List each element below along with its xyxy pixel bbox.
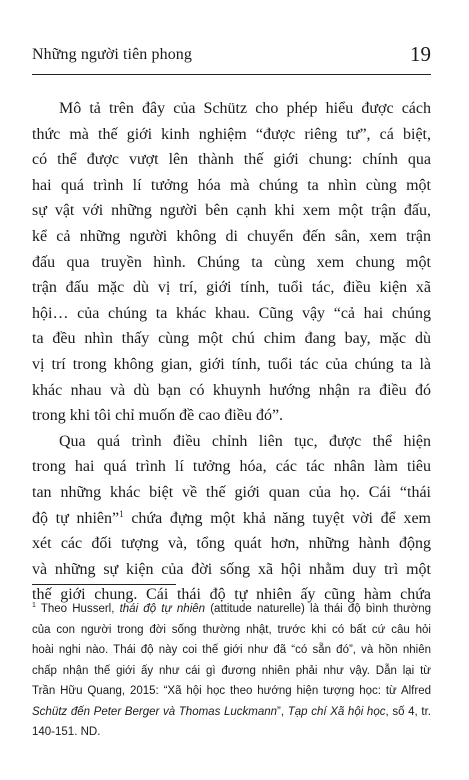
text-line: hội… của chúng ta khác khau. Cũng vậy “cả hai chúng [32,304,431,322]
italic-term: thái độ tự nhiên [119,603,206,615]
footnote-line: 140-151. ND. [32,726,101,738]
page-number: 19 [410,42,431,66]
footnote-line: Trần Hữu Quang, 2015: “Xã hội học theo hướng hiện tượng học: từ Alfred [32,685,431,697]
text-line: sự vật với những người bên cạnh khi xem một trận đấu, [32,202,431,220]
text-line: xét các đối tượng và, tổng quát hơn, những hành động [32,535,431,553]
main-text [32,96,431,608]
text-line: hai quá trình lí tưởng hóa mà chúng ta nhìn cùng một [32,176,431,194]
text-line: đấu qua truyền hình. Chúng ta cùng xem chung một [32,253,431,271]
text-fragment: (attitude naturelle) là thái độ bình thường [205,603,432,615]
text-line: và những sự kiện của đời sống xã hội nhằm duy trì một [32,560,431,578]
footnote-separator [32,584,176,585]
text-line: tan những khác biệt về thế giới quan của họ. Cái “thái [32,483,431,501]
text-fragment: chứa đựng một khả năng tuyệt vời để xem [123,509,432,527]
text-line: ta đều nhìn thấy cùng một chú chim đang bay, mặc dù [32,330,431,348]
chapter-title: Những người tiên phong [32,46,192,63]
text-line: vị trí trong không gian, giới tính, tuổi tác của chúng ta là [32,355,431,373]
text-line-with-footnote-ref [32,506,431,532]
text-line: thế giới chung. Cái thái độ tự nhiên ấy cũng hàm chứa [32,586,431,604]
text-fragment: Theo Husserl, [35,603,120,615]
text-line: khác nhau và dù bạn có khuynh hướng nhận ra điều đó [32,381,431,399]
text-line: có thể được vượt lên thành thế giới chung: chính qua [32,151,431,169]
footnote [32,599,431,743]
text-line: trong hai quá trình lí tưởng hóa, các tác nhân làm tiêu [32,458,431,476]
footnote-line [32,702,431,723]
text-fragment: , số 4, tr. [385,705,431,718]
italic-citation: Schütz đến Peter Berger và Thomas Luckmann [32,705,278,718]
text-line: thức mà thế giới kinh nghiệm “được riêng tư”, cá biệt, [32,125,431,143]
footnote-line: của con người trong đời sống thường nhật, trước khi có bất cứ câu hỏi [32,623,431,636]
italic-journal: Tạp chí Xã hội học [287,705,386,718]
footnote-line [32,599,431,620]
text-line: Mô tả trên đây của Schütz cho phép hiểu được cách [59,100,431,117]
footnote-marker: 1 [32,602,36,609]
text-line: trong khi tôi chỉ muốn đề cao điều đó”. [32,407,284,425]
footnote-line: chấp nhận thế giới ấy như cái gì đương nhiên phải như vậy. Dẫn lại từ [32,664,431,677]
footnote-reference[interactable]: 1 [119,508,124,519]
text-fragment: ”, [277,705,288,718]
text-line: trận đấu mặc dù vị trí, giới tính, tuổi tác, điều kiện xã [32,279,431,297]
text-line: Qua quá trình điều chỉnh liên tục, được thể hiện [59,432,431,450]
footnote-line: hoài nghi nào. Thái độ này coi thế giới như đã “có sẵn đó”, và hồn nhiên [32,644,431,656]
text-fragment: độ tự nhiên” [32,509,120,527]
running-header [32,40,431,75]
text-line: kể cả những người không di chuyển đến sân, xem trận [32,227,431,245]
